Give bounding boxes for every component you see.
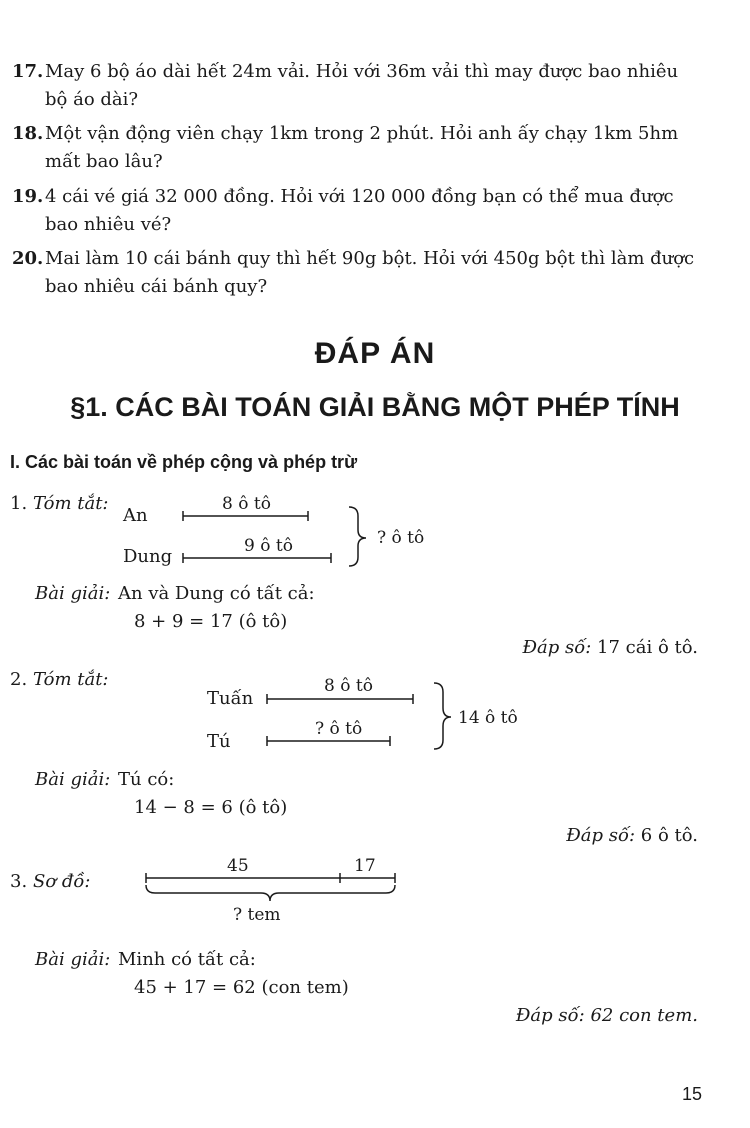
ex3-answer-text: 62 con tem.	[590, 1005, 698, 1026]
ex1-number: 1.	[10, 493, 28, 514]
ex2-solution-label: Bài giải:	[35, 769, 111, 790]
ex1-solution-label: Bài giải:	[35, 583, 111, 604]
ex2-number: 2.	[10, 669, 28, 690]
ex3-segment-b-label: 17	[354, 856, 376, 876]
ex2-brace	[434, 683, 451, 749]
ex3-answer	[516, 1002, 698, 1030]
problem-20-number: 20.	[12, 248, 44, 269]
ex1-answer-text: 17 cái ô tô.	[597, 637, 698, 658]
problem-18-line1: Một vận động viên chạy 1km trong 2 phút. Hỏi anh ấy chạy 1km 5hm	[45, 123, 679, 144]
ex3-solution-label: Bài giải:	[35, 949, 111, 970]
problem-20-line2: bao nhiêu cái bánh quy?	[45, 276, 268, 297]
ex1-answer-label: Đáp số:	[522, 637, 592, 658]
ex2-calculation: 14 − 8 = 6 (ô tô)	[134, 797, 288, 818]
section-title: §1. CÁC BÀI TOÁN GIẢI BẰNG MỘT PHÉP TÍNH	[70, 392, 680, 422]
ex2-summary-label: Tóm tắt:	[33, 669, 109, 690]
problem-19-line1: 4 cái vé giá 32 000 đồng. Hỏi với 120 000 đồng bạn có thể mua được	[45, 186, 674, 207]
ex3-solution-text: Minh có tất cả:	[118, 949, 256, 970]
problem-17-line1: May 6 bộ áo dài hết 24m vải. Hỏi với 36m vải thì may được bao nhiêu	[45, 61, 679, 82]
ex3-total-label: ? tem	[233, 905, 281, 925]
ex3-diagram-label: Sơ đồ:	[33, 871, 91, 892]
ex2-segment-a-label: 8 ô tô	[324, 676, 373, 696]
ex1-summary-label: Tóm tắt:	[33, 493, 109, 514]
ex1-segment-a-label: 8 ô tô	[222, 494, 271, 514]
subsection-title: I. Các bài toán về phép cộng và phép trừ	[10, 452, 358, 472]
problem-18-line2: mất bao lâu?	[45, 151, 163, 172]
ex1-name-b: Dung	[123, 546, 173, 567]
ex3-number: 3.	[10, 871, 28, 892]
problem-17-line2: bộ áo dài?	[45, 89, 139, 110]
ex2-answer-label: Đáp số:	[566, 825, 636, 846]
ex2-solution-text: Tú có:	[118, 769, 175, 790]
ex2-total-label: 14 ô tô	[458, 708, 518, 728]
ex1-brace	[349, 507, 366, 566]
ex2-answer-text: 6 ô tô.	[640, 825, 698, 846]
ex2-segment-b-label: ? ô tô	[315, 719, 363, 739]
ex3-answer-label: Đáp số:	[515, 1005, 585, 1026]
problem-19-line2: bao nhiêu vé?	[45, 214, 172, 235]
ex1-total-label: ? ô tô	[377, 528, 425, 548]
ex2-answer	[566, 822, 698, 850]
problem-17-number: 17.	[12, 61, 44, 82]
ex3-segment-a-label: 45	[227, 856, 249, 876]
answers-title: ĐÁP ÁN	[314, 337, 436, 370]
ex3-calculation: 45 + 17 = 62 (con tem)	[134, 977, 349, 998]
ex2-name-a: Tuấn	[207, 688, 254, 709]
ex1-solution-text: An và Dung có tất cả:	[118, 583, 315, 604]
ex1-segment-b-label: 9 ô tô	[244, 536, 293, 556]
ex1-answer	[522, 634, 698, 662]
ex1-name-a: An	[123, 505, 148, 526]
ex3-bottom-brace	[146, 885, 395, 901]
problem-18-number: 18.	[12, 123, 44, 144]
problem-20-line1: Mai làm 10 cái bánh quy thì hết 90g bột. Hỏi với 450g bột thì làm được	[45, 248, 695, 269]
ex1-calculation: 8 + 9 = 17 (ô tô)	[134, 611, 288, 632]
problem-19-number: 19.	[12, 186, 44, 207]
ex2-name-b: Tú	[207, 731, 231, 752]
page-number: 15	[681, 1084, 702, 1104]
